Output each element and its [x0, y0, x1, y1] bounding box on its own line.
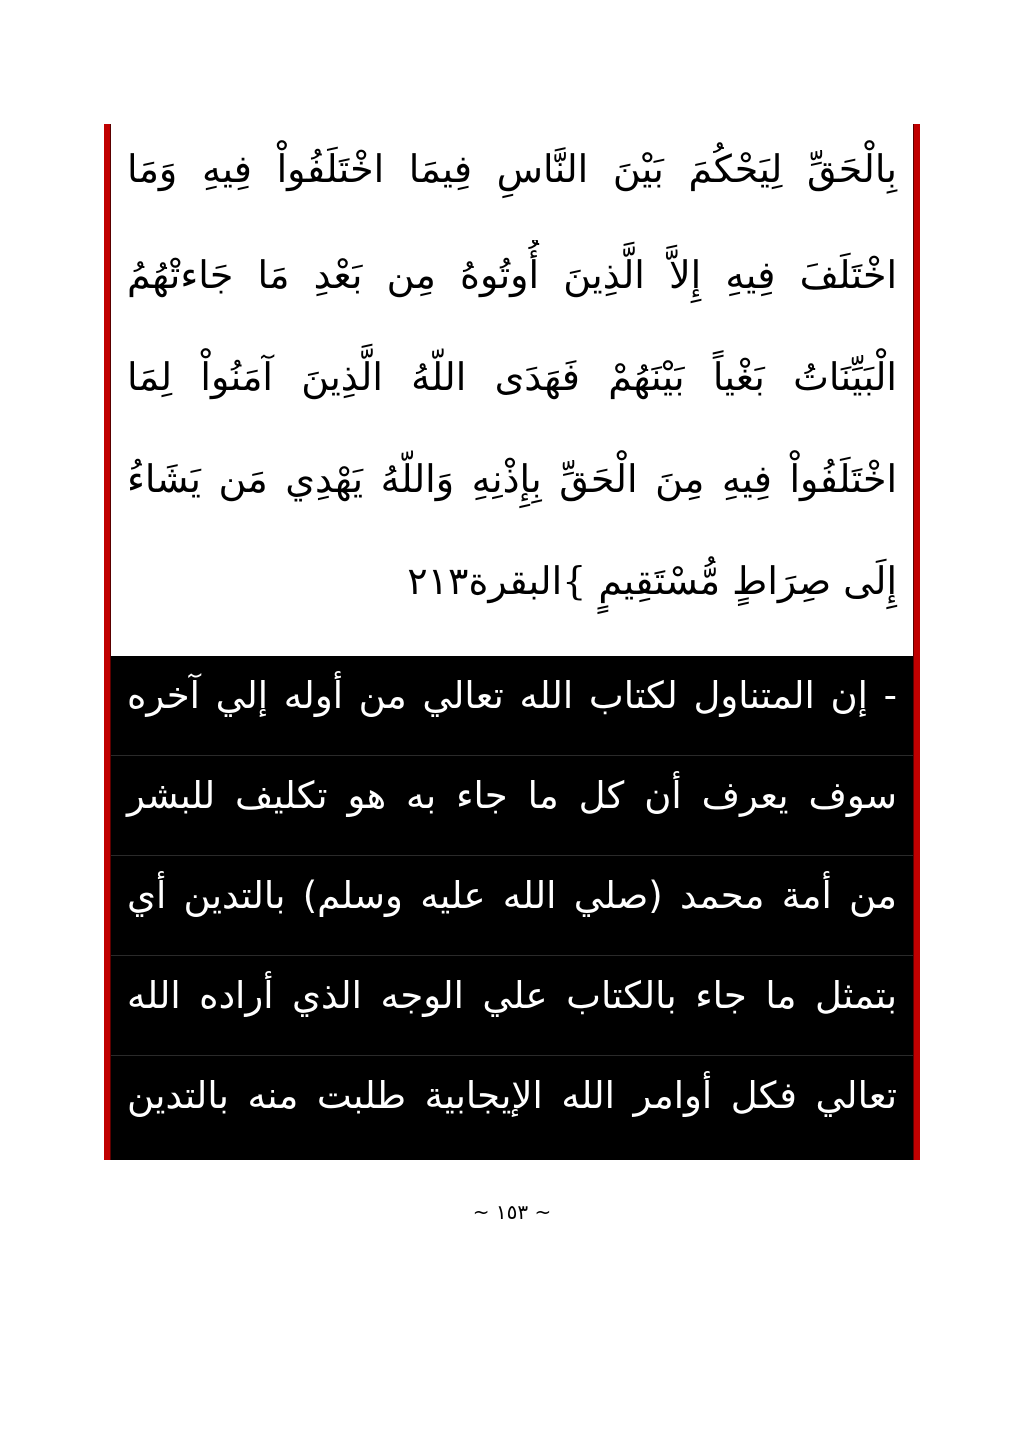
left-red-border — [104, 124, 111, 1160]
quran-verse-block — [111, 124, 913, 656]
verse-line-1: بِالْحَقِّ لِيَحْكُمَ بَيْنَ النَّاسِ فِيمَا اخْتَلَفُواْ فِيهِ وَمَا — [127, 147, 897, 191]
commentary-block — [111, 656, 913, 1160]
commentary-line-1: - إن المتناول لكتاب الله تعالي من أوله إلي آخره — [111, 656, 913, 756]
page-number: ~ ١٥٣ ~ — [472, 1200, 552, 1224]
verse-line-4: اخْتَلَفُواْ فِيهِ مِنَ الْحَقِّ بِإِذْنِهِ وَاللّهُ يَهْدِي مَن يَشَاءُ — [127, 457, 897, 501]
commentary-line-3: من أمة محمد (صلي الله عليه وسلم) بالتدين أي — [111, 856, 913, 956]
verse-line-5: إِلَى صِرَاطٍ مُّسْتَقِيمٍ }البقرة٢١٣ — [407, 559, 897, 603]
page-content — [111, 124, 913, 1160]
verse-line-2: اخْتَلَفَ فِيهِ إِلاَّ الَّذِينَ أُوتُوهُ مِن بَعْدِ مَا جَاءتْهُمُ — [127, 253, 897, 297]
verse-line-3: الْبَيِّنَاتُ بَغْياً بَيْنَهُمْ فَهَدَى اللّهُ الَّذِينَ آمَنُواْ لِمَا — [127, 355, 897, 399]
commentary-line-5: تعالي فكل أوامر الله الإيجابية طلبت منه بالتدين — [127, 1074, 897, 1117]
commentary-line-4: بتمثل ما جاء بالكتاب علي الوجه الذي أراده الله — [111, 956, 913, 1056]
right-red-border — [913, 124, 920, 1160]
commentary-line-2: سوف يعرف أن كل ما جاء به هو تكليف للبشر — [111, 756, 913, 856]
page-frame — [104, 124, 920, 1160]
